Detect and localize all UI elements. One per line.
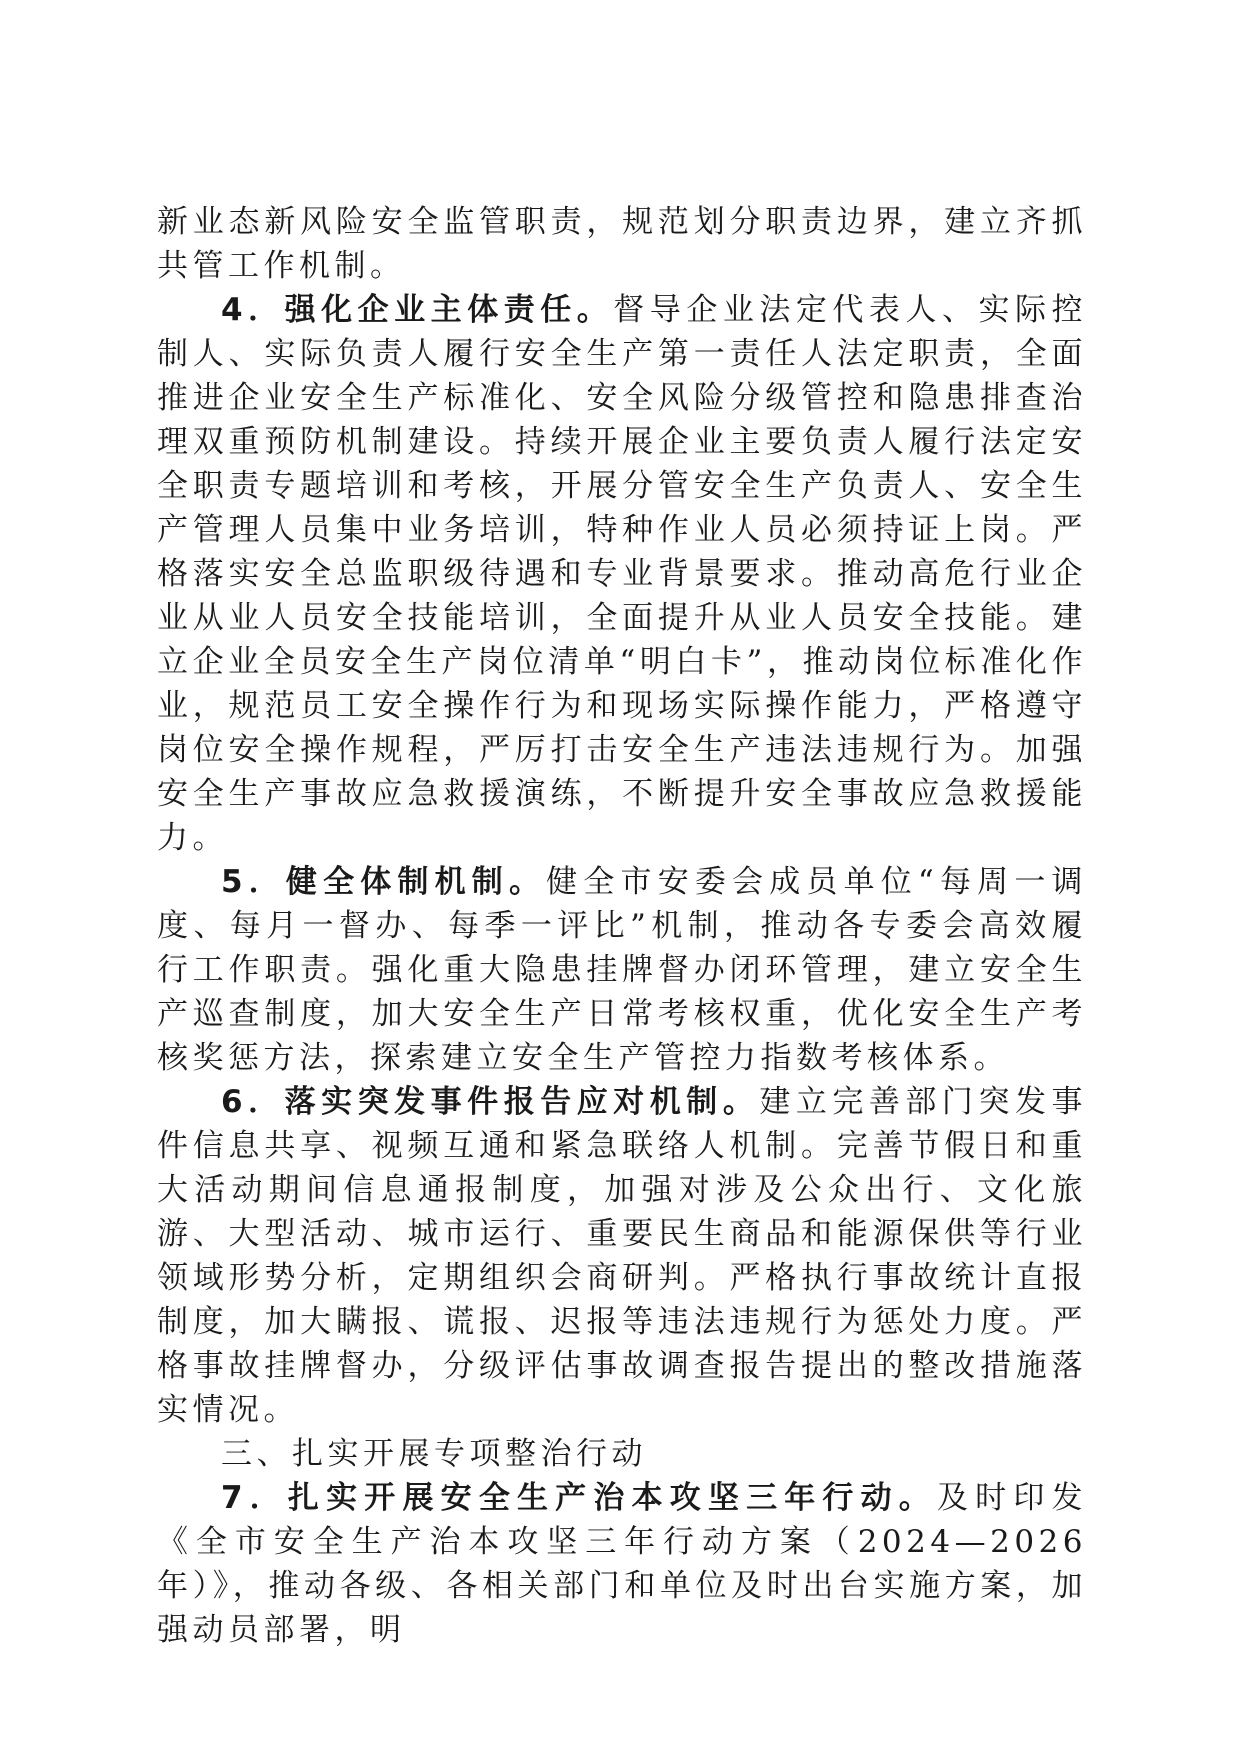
section-heading-3 — [157, 1432, 1087, 1476]
paragraph-item-7 — [157, 1476, 1087, 1652]
paragraph-item-5 — [157, 860, 1087, 1080]
paragraph-item-4 — [157, 288, 1087, 860]
section-heading-text: 三、扎实开展专项整治行动 — [221, 1436, 647, 1472]
paragraph-text: 新业态新风险安全监管职责，规范划分职责边界，建立齐抓共管工作机制。 — [157, 204, 1087, 284]
paragraph-item-6 — [157, 1080, 1087, 1432]
paragraph-text: 建立完善部门突发事件信息共享、视频互通和紧急联络人机制。完善节假日和重大活动期间信息通报制度，加强对涉及公众出行、文化旅游、大型活动、城市运行、重要民生商品和能源保供等行业领域形势分析，定期组织会商研判。严格执行事故统计直报制度，加大瞒报、谎报、迟报等违法违规行为惩处力度。严格事故挂牌督办，分级评估事故调查报告提出的整改措施落实情况。 — [157, 1084, 1087, 1428]
paragraph-heading: 6．落实突发事件报告应对机制。 — [221, 1084, 760, 1120]
paragraph-continuation — [157, 200, 1087, 288]
paragraph-text: 及时印发《全市安全生产治本攻坚三年行动方案（2024—2026年）》，推动各级、各相关部门和单位及时出台实施方案，加强动员部署，明 — [157, 1480, 1088, 1648]
paragraph-heading: 7．扎实开展安全生产治本攻坚三年行动。 — [221, 1480, 937, 1516]
paragraph-heading: 4．强化企业主体责任。 — [221, 292, 614, 328]
paragraph-text: 督导企业法定代表人、实际控制人、实际负责人履行安全生产第一责任人法定职责，全面推进企业安全生产标准化、安全风险分级管控和隐患排查治理双重预防机制建设。持续开展企业主要负责人履行法定安全职责专题培训和考核，开展分管安全生产负责人、安全生产管理人员集中业务培训，特种作业人员必须持证上岗。严格落实安全总监职级待遇和专业背景要求。推动高危行业企业从业人员安全技能培训，全面提升从业人员安全技能。建立企业全员安全生产岗位清单“明白卡”，推动岗位标准化作业，规范员工安全操作行为和现场实际操作能力，严格遵守岗位安全操作规程，严厉打击安全生产违法违规行为。加强安全生产事故应急救援演练，不断提升安全事故应急救援能力。 — [157, 292, 1087, 856]
paragraph-text: 健全市安委会成员单位“每周一调度、每月一督办、每季一评比”机制，推动各专委会高效履行工作职责。强化重大隐患挂牌督办闭环管理，建立安全生产巡查制度，加大安全生产日常考核权重，优化安全生产考核奖惩方法，探索建立安全生产管控力指数考核体系。 — [157, 864, 1087, 1076]
document-body — [157, 200, 1087, 1652]
paragraph-heading: 5．健全体制机制。 — [221, 864, 547, 900]
